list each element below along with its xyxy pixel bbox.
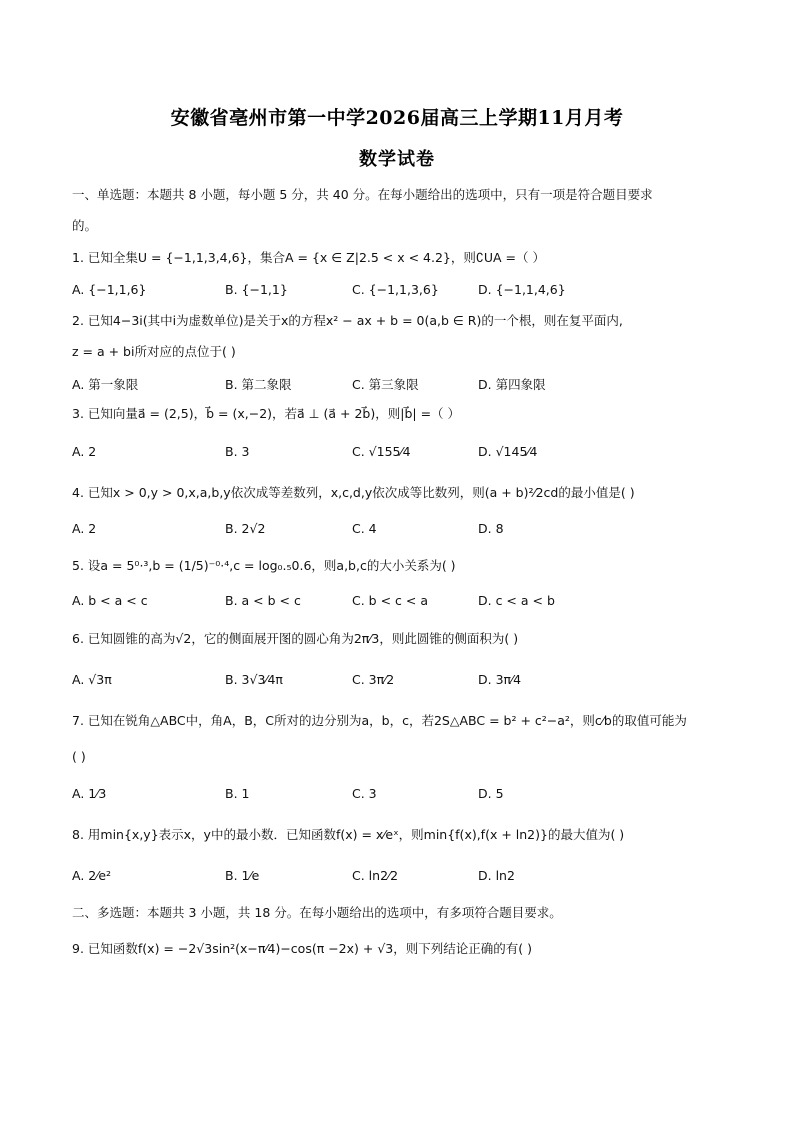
question-1-stem: 1. 已知全集U = {−1,1,3,4,6}，集合A = {x ∈ Z|2.5 < x < 4.2}，则∁UA =（ ）: [72, 250, 545, 265]
question-8-option-c: C. ln2⁄2: [352, 868, 399, 883]
question-6-option-c: C. 3π⁄2: [352, 672, 395, 687]
section-1-instructions-line1: 一、单选题：本题共 8 小题，每小题 5 分，共 40 分。在每小题给出的选项中，只有一项是符合题目要求: [72, 187, 653, 202]
question-8-option-d: D. ln2: [478, 868, 515, 883]
question-5-option-b: B. a < b < c: [225, 593, 301, 608]
question-9-stem: 9. 已知函数f(x) = −2√3sin²(x−π⁄4)−cos(π −2x) + √3，则下列结论正确的有( ): [72, 941, 532, 956]
question-5-option-a: A. b < a < c: [72, 593, 148, 608]
question-1-option-c: C. {−1,1,3,6}: [352, 282, 439, 297]
page-title: 安徽省亳州市第一中学2026届高三上学期11月月考: [170, 107, 624, 129]
question-4-option-a: A. 2: [72, 521, 97, 536]
question-2-stem-line1: 2. 已知4−3i(其中i为虚数单位)是关于x的方程x² − ax + b = 0(a,b ∈ R)的一个根，则在复平面内,: [72, 313, 623, 328]
question-6-stem: 6. 已知圆锥的高为√2，它的侧面展开图的圆心角为2π⁄3，则此圆锥的侧面积为( ): [72, 631, 519, 646]
question-5-option-c: C. b < c < a: [352, 593, 428, 608]
question-8-stem: 8. 用min{x,y}表示x，y中的最小数．已知函数f(x) = x⁄eˣ，则min{f(x),f(x + ln2)}的最大值为( ): [72, 827, 625, 842]
page-subtitle: 数学试卷: [359, 149, 435, 170]
question-2-stem-line2: z = a + bi所对应的点位于( ): [72, 344, 236, 359]
question-1-option-d: D. {−1,1,4,6}: [478, 282, 566, 297]
question-8-option-b: B. 1⁄e: [225, 868, 260, 883]
question-5-option-d: D. c < a < b: [478, 593, 555, 608]
question-7-option-d: D. 5: [478, 786, 504, 801]
question-2-option-a: A. 第一象限: [72, 377, 139, 392]
section-2-instructions: 二、多选题：本题共 3 小题，共 18 分。在每小题给出的选项中，有多项符合题目要求。: [72, 905, 562, 920]
question-7-stem-line1: 7. 已知在锐角△ABC中，角A，B，C所对的边分别为a，b，c，若2S△ABC = b² + c²−a²，则c⁄b的取值可能为: [72, 713, 687, 728]
question-4-option-d: D. 8: [478, 521, 504, 536]
question-6-option-d: D. 3π⁄4: [478, 672, 522, 687]
question-1-option-b: B. {−1,1}: [225, 282, 288, 297]
question-3-stem: 3. 已知向量a⃗ = (2,5)，b⃗ = (x,−2)，若a⃗ ⊥ (a⃗ + 2b⃗)，则|b⃗| =（ ）: [72, 406, 461, 421]
question-4-stem: 4. 已知x > 0,y > 0,x,a,b,y依次成等差数列，x,c,d,y依次成等比数列，则(a + b)²⁄2cd的最小值是( ): [72, 485, 635, 500]
question-6-option-b: B. 3√3⁄4π: [225, 672, 283, 687]
section-1-instructions-line2: 的。: [72, 218, 98, 233]
question-7-option-b: B. 1: [225, 786, 250, 801]
question-6-option-a: A. √3π: [72, 672, 112, 687]
question-3-option-d: D. √145⁄4: [478, 444, 538, 459]
question-5-stem: 5. 设a = 5⁰·³,b = (1/5)⁻⁰·⁴,c = log₀.₅0.6，则a,b,c的大小关系为( ): [72, 558, 456, 573]
question-7-stem-line2: ( ): [72, 749, 86, 764]
question-3-option-c: C. √155⁄4: [352, 444, 411, 459]
question-3-option-b: B. 3: [225, 444, 250, 459]
question-4-option-b: B. 2√2: [225, 521, 266, 536]
question-7-option-a: A. 1⁄3: [72, 786, 107, 801]
question-3-option-a: A. 2: [72, 444, 97, 459]
question-2-option-c: C. 第三象限: [352, 377, 419, 392]
question-4-option-c: C. 4: [352, 521, 377, 536]
question-7-option-c: C. 3: [352, 786, 377, 801]
question-2-option-b: B. 第二象限: [225, 377, 292, 392]
question-2-option-d: D. 第四象限: [478, 377, 546, 392]
question-1-option-a: A. {−1,1,6}: [72, 282, 147, 297]
question-8-option-a: A. 2⁄e²: [72, 868, 112, 883]
